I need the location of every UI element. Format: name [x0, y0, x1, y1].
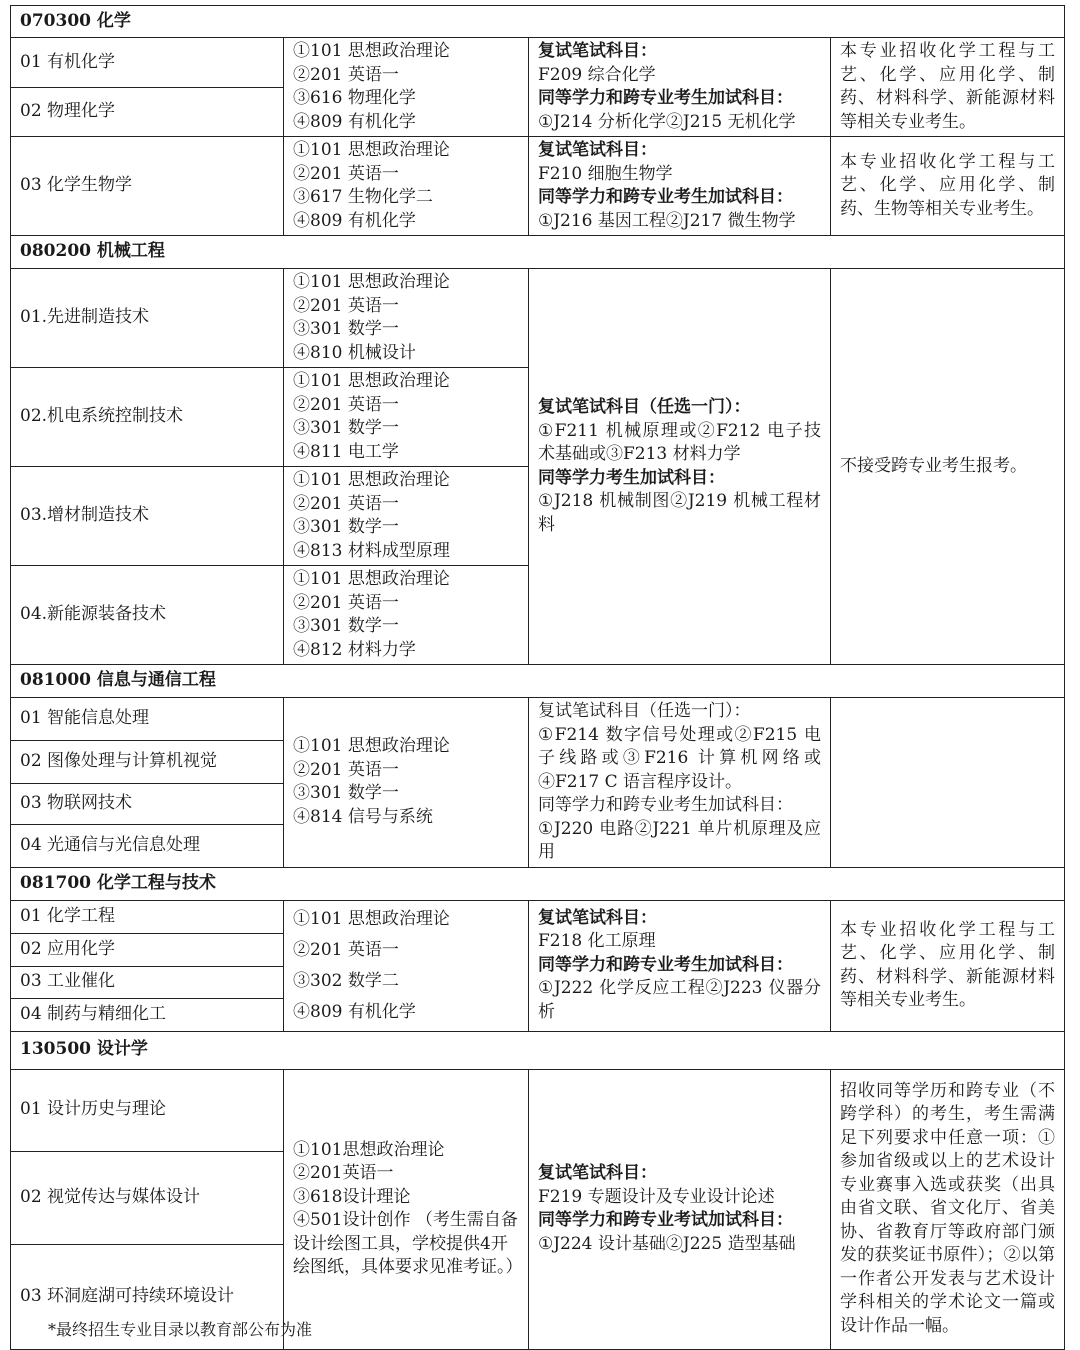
- retest-requirements: 复试笔试科目： F210 细胞生物学 同等学力和跨专业考生加试科目： ①J216 基因工程②J217 微生物学: [529, 137, 831, 236]
- sub-direction: 01 设计历史与理论: [11, 1069, 284, 1151]
- section-heading-design: 130500 设计学: [11, 1031, 1065, 1069]
- admission-note: 不接受跨专业考生报考。: [831, 269, 1065, 665]
- section-heading-chemistry: 070300 化学: [11, 6, 1065, 38]
- section-heading-chemical-engineering: 081700 化学工程与技术: [11, 867, 1065, 900]
- sub-direction: 04 光通信与光信息处理: [11, 824, 284, 867]
- admission-note: 本专业招收化学工程与工艺、化学、应用化学、制药、材料科学、新能源材料等相关专业考生。: [831, 38, 1065, 137]
- sub-direction: 02 图像处理与计算机视觉: [11, 740, 284, 783]
- enrollment-catalog-table: [10, 5, 1065, 1350]
- footnote: *最终招生专业目录以教育部公布为准: [48, 1320, 313, 1339]
- sub-direction: 02 物理化学: [11, 87, 284, 137]
- exam-subjects: ①101 思想政治理论 ②201 英语一 ③301 数学一 ④813 材料成型原理: [284, 467, 529, 566]
- section-heading-information: 081000 信息与通信工程: [11, 665, 1065, 698]
- sub-direction: 02.机电系统控制技术: [11, 368, 284, 467]
- retest-requirements: 复试笔试科目： F209 综合化学 同等学力和跨专业考生加试科目： ①J214 分析化学②J215 无机化学: [529, 38, 831, 137]
- sub-direction: 04 制药与精细化工: [11, 998, 284, 1031]
- exam-subjects: ①101思想政治理论 ②201英语一 ③618设计理论 ④501设计创作 （考生需自备设计绘图工具，学校提供4开绘图纸，具体要求见准考证。）: [284, 1069, 529, 1349]
- exam-subjects: ①101 思想政治理论 ②201 英语一 ③617 生物化学二 ④809 有机化学: [284, 137, 529, 236]
- sub-direction: 03 环洞庭湖可持续环境设计: [11, 1244, 284, 1349]
- exam-subjects: ①101 思想政治理论 ②201 英语一 ③301 数学一 ④812 材料力学: [284, 566, 529, 665]
- exam-subjects: ①101 思想政治理论 ②201 英语一 ③302 数学二 ④809 有机化学: [284, 900, 529, 1031]
- sub-direction: 03 工业催化: [11, 966, 284, 998]
- sub-direction: 02 视觉传达与媒体设计: [11, 1151, 284, 1244]
- sub-direction: 02 应用化学: [11, 933, 284, 966]
- section-heading-mechanical: 080200 机械工程: [11, 236, 1065, 269]
- retest-requirements: 复试笔试科目： F218 化工原理 同等学力和跨专业考生加试科目： ①J222 化学反应工程②J223 仪器分析: [529, 900, 831, 1031]
- exam-subjects: ①101 思想政治理论 ②201 英语一 ③616 物理化学 ④809 有机化学: [284, 38, 529, 137]
- admission-note: 本专业招收化学工程与工艺、化学、应用化学、制药、材料科学、新能源材料等相关专业考生。: [831, 900, 1065, 1031]
- retest-requirements: 复试笔试科目： F219 专题设计及专业设计论述 同等学力和跨专业考试加试科目： ①J224 设计基础②J225 造型基础: [529, 1069, 831, 1349]
- sub-direction: 01.先进制造技术: [11, 269, 284, 368]
- sub-direction: 01 有机化学: [11, 38, 284, 88]
- exam-subjects: ①101 思想政治理论 ②201 英语一 ③301 数学一 ④814 信号与系统: [284, 698, 529, 868]
- exam-subjects: ①101 思想政治理论 ②201 英语一 ③301 数学一 ④810 机械设计: [284, 269, 529, 368]
- exam-subjects: ①101 思想政治理论 ②201 英语一 ③301 数学一 ④811 电工学: [284, 368, 529, 467]
- admission-note: [831, 698, 1065, 868]
- retest-requirements: 复试笔试科目（任选一门）： ①F211 机械原理或②F212 电子技术基础或③F213 材料力学 同等学力考生加试科目： ①J218 机械制图②J219 机械工程材料: [529, 269, 831, 665]
- sub-direction: 03 物联网技术: [11, 783, 284, 824]
- sub-direction: 03.增材制造技术: [11, 467, 284, 566]
- sub-direction: 04.新能源装备技术: [11, 566, 284, 665]
- sub-direction: 01 化学工程: [11, 900, 284, 933]
- admission-note: 招收同等学历和跨专业（不跨学科）的考生，考生需满足下列要求中任意一项：①参加省级或以上的艺术设计专业赛事入选或获奖（出具由省文联、省文化厅、省美协、省教育厅等政府部门颁发的获奖证书原件）；②以第一作者公开发表与艺术设计学科相关的学术论文一篇或设计作品一幅。: [831, 1069, 1065, 1349]
- retest-requirements: 复试笔试科目（任选一门）： ①F214 数字信号处理或②F215 电子线路或③F216 计算机网络或④F217 C 语言程序设计。 同等学力和跨专业考生加试科目： ①J220 电路②J221 单片机原理及应用: [529, 698, 831, 868]
- sub-direction: 03 化学生物学: [11, 137, 284, 236]
- sub-direction: 01 智能信息处理: [11, 698, 284, 741]
- admission-note: 本专业招收化学工程与工艺、化学、应用化学、制药、生物等相关专业考生。: [831, 137, 1065, 236]
